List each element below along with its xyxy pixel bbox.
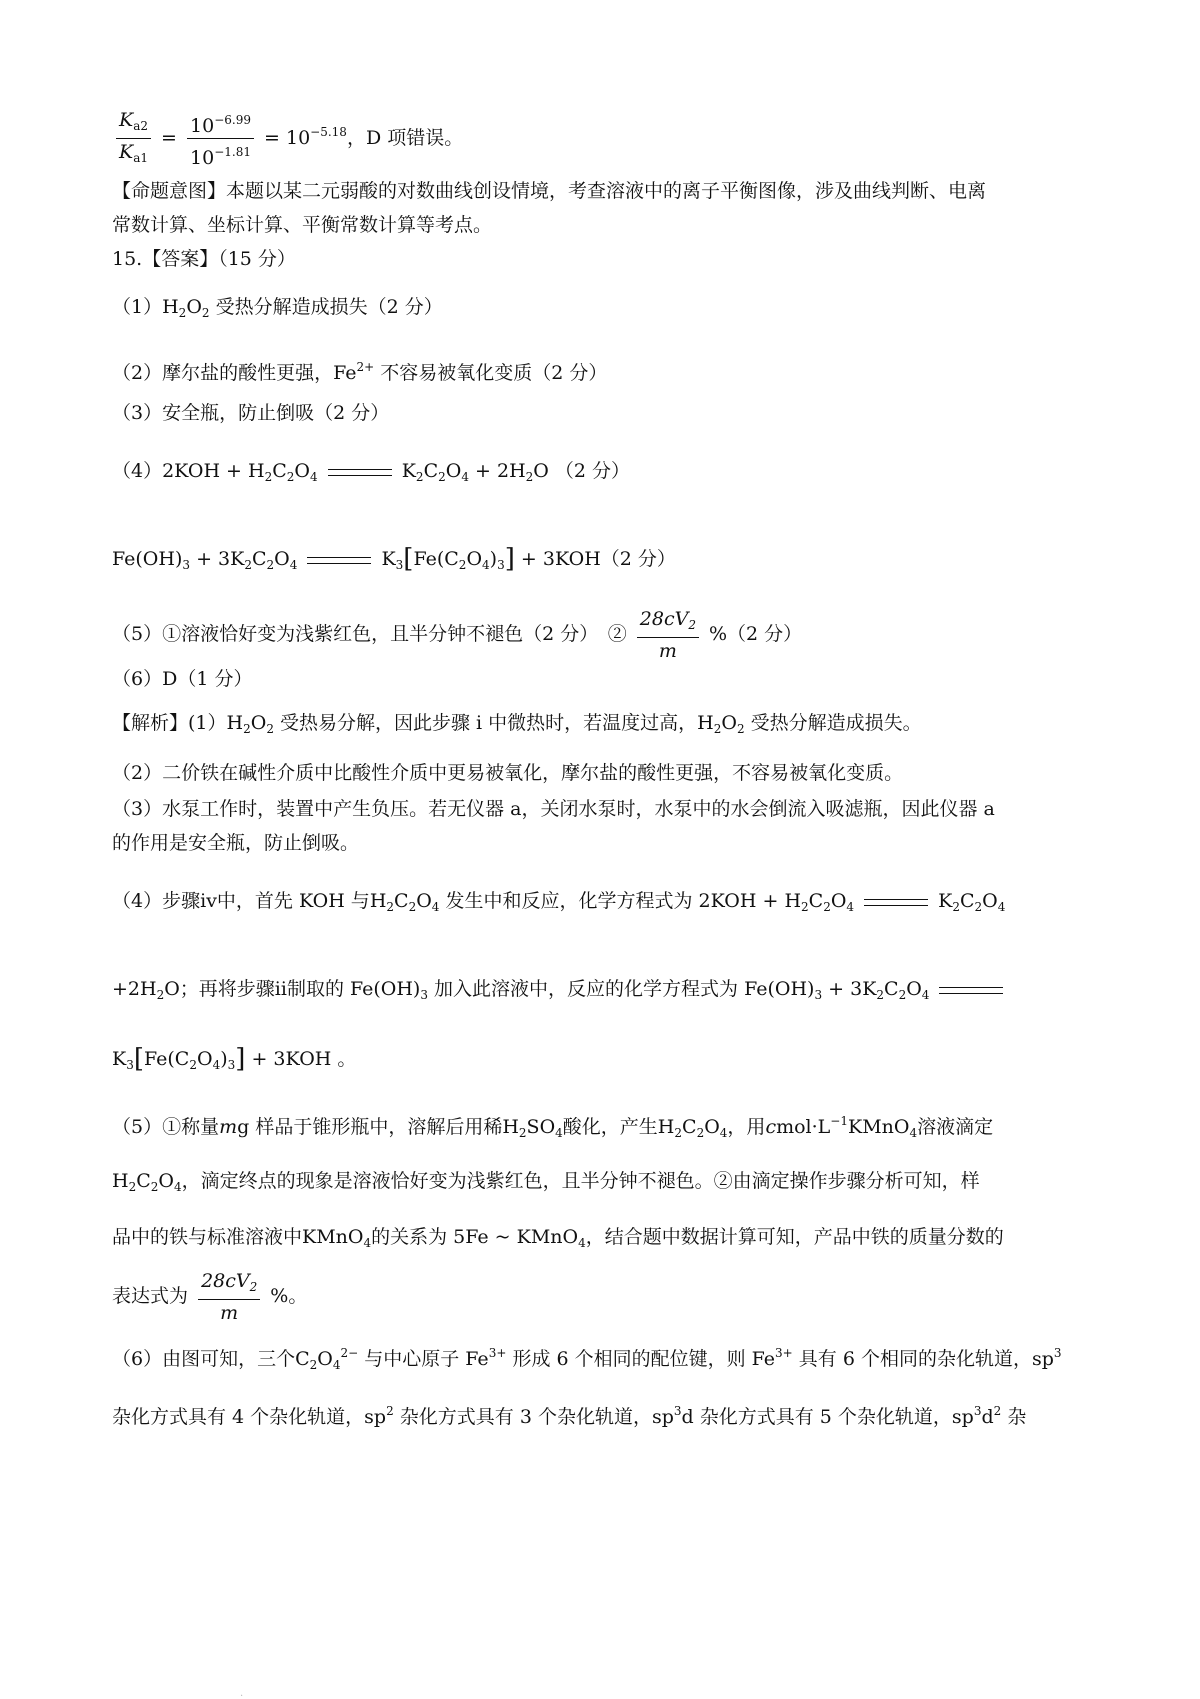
page-mark: . [240, 1688, 244, 1699]
analysis-2: （2）二价铁在碱性介质中比酸性介质中更易被氧化，摩尔盐的酸性更强，不容易被氧化变质。 [112, 762, 904, 784]
analysis-5-line-1: （5）①称量mg 样品于锥形瓶中，溶解后用稀$H_2SO_4$酸化，产生$H_2C_2O_4$，用$cmol\cdot L^{-1}KMnO_4$溶液滴定 [112, 1114, 994, 1140]
analysis-5-line-2: $H_2C_2O_4$，滴定终点的现象是溶液恰好变为浅紫红色，且半分钟不褪色。②由滴定操作步骤分析可知，样 [112, 1170, 980, 1194]
answer-4-equation-2: $Fe(OH)_3 + 3K_2C_2O_4$ $K_3[Fe(C_2O_4)_3] + 3KOH(2$ 分） [112, 544, 676, 574]
analysis-6-line-1: （6）由图可知，三个$C_2O_4^{2-}$ 与中心原子 $Fe^{3+}$ 形成 6 个相同的配位键，则 $Fe^{3+}$ 具有 6 个相同的杂化轨道，$sp^3$ [112, 1346, 1062, 1372]
intent-line-1: 【命题意图】本题以某二元弱酸的对数曲线创设情境，考查溶液中的离子平衡图像，涉及曲线判断、电离 [112, 180, 987, 202]
equals-arrow [328, 469, 392, 476]
power-fraction: $\frac{10^{-6.99}}{10^{-1.81}}$ [187, 108, 254, 171]
answer-3: （3）安全瓶，防止倒吸（2 分） [112, 402, 390, 424]
ka-fraction: $\frac{K_{a2}}{K_{a1}}$ [116, 108, 151, 171]
analysis-5-line-3: 品中的铁与标准溶液中KMnO$_4$的关系为 5Fe ~ KMnO$_4$，结合题中数据计算可知，产品中铁的质量分数的 [112, 1226, 1004, 1250]
analysis-4-line-1: （4）步骤ⅳ中，首先 KOH 与$H_2C_2O_4$ 发生中和反应，化学方程式为 $2KOH + H_2C_2O_4$ $K_2C_2O_4$ [112, 890, 1006, 914]
answer-5: （5）①溶液恰好变为浅紫红色，且半分钟不褪色（2 分） ② $\frac{28cV_2}{m}$ %（2 分） [112, 607, 803, 662]
intent-line-2: 常数计算、坐标计算、平衡常数计算等考点。 [112, 214, 493, 236]
equals-arrow [864, 899, 928, 906]
iron-fraction-2: $\frac{28cV_2}{m}$ [198, 1269, 260, 1326]
answer-2: （2）摩尔盐的酸性更强，$Fe^{2+}$ 不容易被氧化变质（2 分） [112, 360, 608, 384]
analysis-4-line-3: $K_3[Fe(C_2O_4)_3] + 3KOH$ 。 [112, 1044, 357, 1074]
analysis-5-line-4: 表达式为 $\frac{28cV_2}{m}$ %。 [112, 1269, 308, 1324]
answer-4-equation-1: $(4)2KOH + H_2C_2O_4$ $K_2C_2O_4 + 2H_2O$ （2 分） [112, 460, 631, 484]
answer-6: （6）D（1 分） [112, 668, 253, 690]
analysis-1: 【解析】$(1)H_2O_2$ 受热易分解，因此步骤 i 中微热时，若温度过高，$H_2O_2$ 受热分解造成损失。 [112, 712, 922, 736]
equals-arrow [307, 557, 371, 564]
analysis-6-line-2: 杂化方式具有 4 个杂化轨道，$sp^2$ 杂化方式具有 3 个杂化轨道，$sp^3d$ 杂化方式具有 5 个杂化轨道，$sp^3d^2$ 杂 [112, 1404, 1027, 1428]
analysis-3-line-2: 的作用是安全瓶，防止倒吸。 [112, 832, 360, 854]
analysis-4-line-2: $+2H_2O$；再将步骤ⅱ制取的 $Fe(OH)_3$ 加入此溶液中，反应的化学方程式为 $Fe(OH)_3 + 3K_2C_2O_4$ [112, 976, 1108, 1008]
equals-arrow [939, 987, 1003, 994]
answer-1: $(1)H_2O_2$ 受热分解造成损失（2 分） [112, 296, 443, 320]
iron-fraction: $\frac{28cV_2}{m}$ [637, 607, 699, 664]
q15-header: 15.【答案】（15 分） [112, 248, 296, 270]
ka-ratio-line: $\frac{K_{a2}}{K_{a1}}$ = $\frac{10^{-6.99}}{10^{-1.81}}$ = $10^{-5.18}$，D 项错误。 [112, 100, 1108, 164]
analysis-3-line-1: （3）水泵工作时，装置中产生负压。若无仪器 a，关闭水泵时，水泵中的水会倒流入吸滤瓶，因此仪器 a [112, 798, 995, 820]
